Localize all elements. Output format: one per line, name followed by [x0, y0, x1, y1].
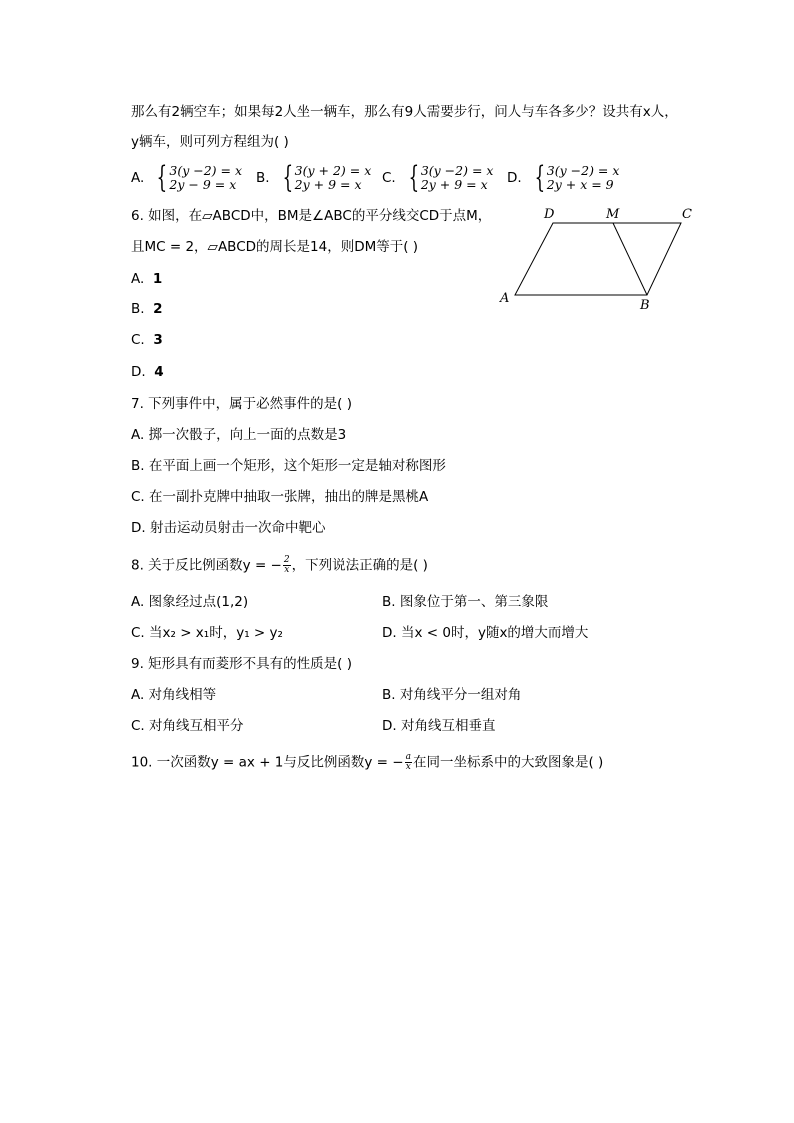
option-label: A.	[131, 170, 145, 186]
option-label: C.	[131, 332, 145, 348]
option-label: D.	[507, 170, 522, 186]
option-text: 图象经过点(1,2)	[148, 594, 249, 610]
option-label: A.	[131, 594, 145, 610]
q8-option-b[interactable]	[382, 593, 548, 611]
label-a: A	[500, 291, 510, 306]
q10-stem-suffix: 在同一坐标系中的大致图象是( )	[412, 754, 604, 771]
label-b: B	[640, 298, 650, 313]
parallelogram-abcd	[515, 223, 681, 295]
option-label: A.	[131, 271, 145, 287]
option-label: C.	[131, 718, 145, 734]
fraction	[405, 753, 412, 772]
q10-stem-prefix: 10. 一次函数y = ax + 1与反比例函数y = −	[131, 754, 404, 771]
option-label: C.	[131, 489, 145, 505]
q8-option-a[interactable]	[131, 593, 248, 611]
fraction	[283, 556, 291, 575]
q7-stem: 7. 下列事件中，属于必然事件的是( )	[131, 396, 352, 412]
option-text: 对角线平分一组对角	[399, 687, 522, 703]
option-label: A.	[131, 427, 145, 443]
equation: 3(y −2) = x	[546, 163, 620, 178]
option-label: A.	[131, 687, 145, 703]
q6-option-d[interactable]	[131, 363, 164, 381]
q6-stem-line-1: 6. 如图，在▱ABCD中，BM是∠ABC的平分线交CD于点M，	[131, 208, 492, 224]
brace-icon: {	[156, 160, 168, 195]
brace-icon: {	[282, 160, 293, 195]
q5-option-d[interactable]	[507, 160, 620, 195]
option-text: 对角线互相垂直	[400, 718, 496, 734]
equation: 3(y + 2) = x	[294, 163, 372, 178]
option-label: D.	[131, 520, 146, 536]
option-text: 在一副扑克牌中抽取一张牌，抽出的牌是黑桃A	[149, 489, 429, 505]
q6-option-a[interactable]	[131, 270, 162, 288]
equation: 2y + 9 = x	[294, 177, 362, 192]
equation: 3(y −2) = x	[420, 163, 494, 178]
option-label: B.	[382, 594, 396, 610]
q5-stem-line-2: y辆车，则可列方程组为( )	[131, 134, 289, 150]
equation: 2y − 9 = x	[169, 177, 237, 192]
q7-option-c[interactable]	[131, 488, 428, 506]
equation: 3(y −2) = x	[169, 163, 243, 178]
option-text: 对角线相等	[148, 687, 217, 703]
q8-stem	[131, 556, 428, 575]
q9-option-b[interactable]	[382, 686, 521, 704]
equation: 2y + 9 = x	[420, 177, 488, 192]
q8-stem-suffix: ，下列说法正确的是( )	[291, 557, 428, 574]
option-text: 2	[153, 301, 163, 317]
q9-option-d[interactable]	[382, 717, 495, 735]
fraction-denominator: x	[284, 565, 290, 575]
option-label: D.	[382, 625, 397, 641]
option-label: D.	[382, 718, 397, 734]
q9-stem: 9. 矩形具有而菱形不具有的性质是( )	[131, 656, 352, 672]
option-text: 射击运动员射击一次命中靶心	[149, 520, 326, 536]
option-text: 当x < 0时，y随x的增大而增大	[400, 625, 589, 641]
option-label: B.	[256, 170, 270, 186]
option-text: 对角线互相平分	[149, 718, 244, 734]
option-label: B.	[131, 458, 145, 474]
brace-icon: {	[408, 160, 419, 195]
q6-stem-line-2: 且MC = 2，▱ABCD的周长是14，则DM等于( )	[131, 239, 419, 255]
q8-option-c[interactable]	[131, 624, 283, 642]
option-text: 4	[154, 364, 164, 380]
brace-icon: {	[534, 160, 545, 195]
q6-option-b[interactable]	[131, 300, 163, 318]
option-text: 掷一次骰子，向上一面的点数是3	[148, 427, 347, 443]
q5-option-a[interactable]	[131, 160, 243, 195]
q5-option-b[interactable]	[256, 160, 372, 195]
q7-option-a[interactable]	[131, 426, 346, 444]
fraction-denominator: x	[405, 762, 411, 772]
option-text: 1	[152, 271, 163, 287]
option-label: C.	[382, 170, 396, 186]
q8-option-d[interactable]	[382, 624, 588, 642]
option-label: B.	[382, 687, 396, 703]
segment-bm	[613, 223, 647, 295]
option-label: C.	[131, 625, 145, 641]
label-d: D	[544, 207, 555, 222]
equation: 2y + x = 9	[546, 177, 614, 192]
q6-option-c[interactable]	[131, 331, 163, 349]
q7-option-d[interactable]	[131, 519, 325, 537]
option-label: D.	[131, 364, 146, 380]
option-label: B.	[131, 301, 145, 317]
q8-stem-prefix: 8. 关于反比例函数y = −	[131, 557, 282, 574]
fraction-numerator: 2	[283, 555, 290, 565]
q5-stem-line-1: 那么有2辆空车；如果每2人坐一辆车，那么有9人需要步行，问人与车各多少？设共有x人，	[131, 104, 678, 120]
fraction-numerator: a	[405, 752, 411, 762]
q10-stem	[131, 753, 603, 772]
q5-option-c[interactable]	[382, 160, 494, 195]
q7-option-b[interactable]	[131, 457, 446, 475]
q9-option-c[interactable]	[131, 717, 244, 735]
label-m: M	[606, 207, 620, 222]
option-text: 当x₂ > x₁时，y₁ > y₂	[149, 625, 283, 641]
q9-option-a[interactable]	[131, 686, 216, 704]
label-c: C	[682, 207, 692, 222]
q6-parallelogram-figure	[495, 203, 705, 315]
option-text: 3	[153, 332, 163, 348]
option-text: 在平面上画一个矩形，这个矩形一定是轴对称图形	[148, 458, 446, 474]
option-text: 图象位于第一、第三象限	[399, 594, 549, 610]
